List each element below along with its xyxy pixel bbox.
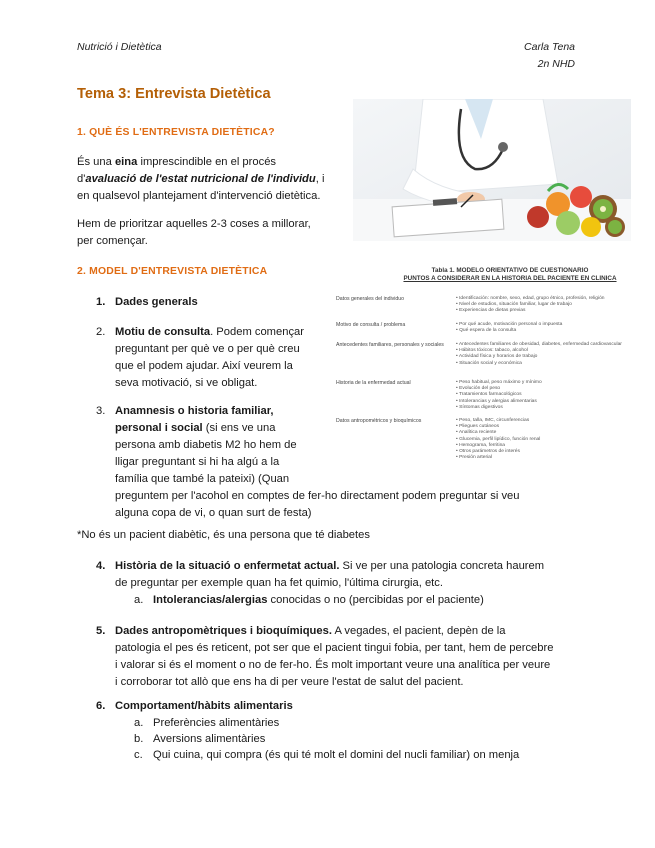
table-row-label: Historia de la enfermedad actual xyxy=(336,380,411,386)
item6b-letter: b. xyxy=(134,733,144,745)
header-course: 2n NHD xyxy=(537,58,575,70)
section1-heading: 1. QUÈ ÉS L'ENTREVISTA DIETÈTICA? xyxy=(77,127,275,138)
table-row-items: • Antecedentes familiares de obesidad, diabetes, enfermedad cardiovascular • Hábitos tóxicos: tabaco, alcohol • Actividad física y horarios de trabajo • Situación social y económica xyxy=(456,342,632,367)
note-text: *No és un pacient diabètic, és una persona que té diabetes xyxy=(77,529,370,541)
item3-text: Anamnesis o historia familiar, personal i social (si ens ve una persona amb diabetis M2 ho hem de lligar preguntant si hi ha algú a la família que també la pateixi) (Quan preguntem per l'acohol en comptes de fer-ho directament podem preguntar si veu alguna copa de vi, o quan surt de festa) xyxy=(115,405,520,519)
item4a-letter: a. xyxy=(134,594,144,606)
item6a-text: Preferències alimentàries xyxy=(153,717,280,729)
item5-number: 5. xyxy=(96,625,106,637)
item6c-letter: c. xyxy=(134,749,143,761)
page-title: Tema 3: Entrevista Dietètica xyxy=(77,86,271,102)
table-row-label: Datos generales del individuo xyxy=(336,296,405,302)
table-row-label: Motivo de consulta / problema xyxy=(336,322,406,328)
table-row-items: • Por qué acude, motivación personal o impuesta • Qué espera de la consulta xyxy=(456,322,632,334)
item4a-text: Intolerancias/alergias conocidas o no (percibidas por el paciente) xyxy=(153,594,484,606)
item6b-text: Aversions alimentàries xyxy=(153,733,266,745)
item4-number: 4. xyxy=(96,560,106,572)
item6c-text: Qui cuina, qui compra (és qui té molt el domini del nucli familiar) on menja xyxy=(153,749,520,761)
header-subject: Nutrició i Dietètica xyxy=(77,41,162,53)
item2-number: 2. xyxy=(96,326,106,338)
table-title: Tabla 1. MODELO ORIENTATIVO DE CUESTIONARIO PUNTOS A CONSIDERAR EN LA HISTORIA DEL PACIENTE EN CLINICA xyxy=(403,267,617,282)
item6-number: 6. xyxy=(96,700,106,712)
item3-number: 3. xyxy=(96,405,106,417)
section1-paragraph1: És una eina imprescindible en el procés d'avaluació de l'estat nutricional de l'individu, i en qualsevol plantejament d'intervenció dietètica. xyxy=(77,156,325,202)
item5-text: Dades antropomètriques i bioquímiques. A vegades, el pacient, depèn de la patologia el pes és reticent, pot ser que el pacient tingui fobia, per tant, hem de percebre i valorar si és el moment o no de fer-ho. És molt important veure una analítica per veure i corroborar tot allò que ens ha di per veure l'estat de salut del pacient. xyxy=(115,625,554,688)
table-row-items: • Identificación: nombre, sexo, edad, grupo étnico, profesión, religión • Nivel de estudios, situación familiar, lugar de trabajo • Experiencias de dietas previas xyxy=(456,296,632,315)
table-row-label: Datos antropométricos y bioquímicos xyxy=(336,418,422,424)
header-author: Carla Tena xyxy=(524,41,575,53)
item6a-letter: a. xyxy=(134,717,144,729)
item1-label: Dades generals xyxy=(115,296,198,308)
table-row-label: Antecedentes familiares, personales y sociales xyxy=(336,342,444,348)
section2-heading: 2. MODEL D'ENTREVISTA DIETÈTICA xyxy=(77,266,268,277)
doctor-fruits-photo xyxy=(353,99,631,241)
item2-text: Motiu de consulta. Podem començar preguntant per què ve o per què creu que el podem ajudar. Així veurem la seva motivació, si ve obligat. xyxy=(115,326,304,389)
item4-text: Història de la situació o enfermetat actual. Si ve per una patologia concreta haurem de preguntar per exemple quan ha fet quimio, l'última cirurgia, etc. xyxy=(115,560,545,589)
item6-label: Comportament/hàbits alimentaris xyxy=(115,700,293,712)
item1-number: 1. xyxy=(96,296,106,308)
table-row-items: • Peso, talla, IMC, circunferencias • Pliegues cutáneos • Analítica reciente • Glucemia, perfil lipídico, función renal • Hemograma, ferritina • Otros parámetros de interés • Presión arterial xyxy=(456,418,632,461)
table-row-items: • Peso habitual, peso máximo y mínimo • Evolución del peso • Tratamientos farmacológicos • Intolerancias y alergias alimentarias • Síntomas digestivos xyxy=(456,380,632,411)
section1-paragraph2: Hem de prioritzar aquelles 2-3 coses a millorar, per començar. xyxy=(77,218,311,247)
